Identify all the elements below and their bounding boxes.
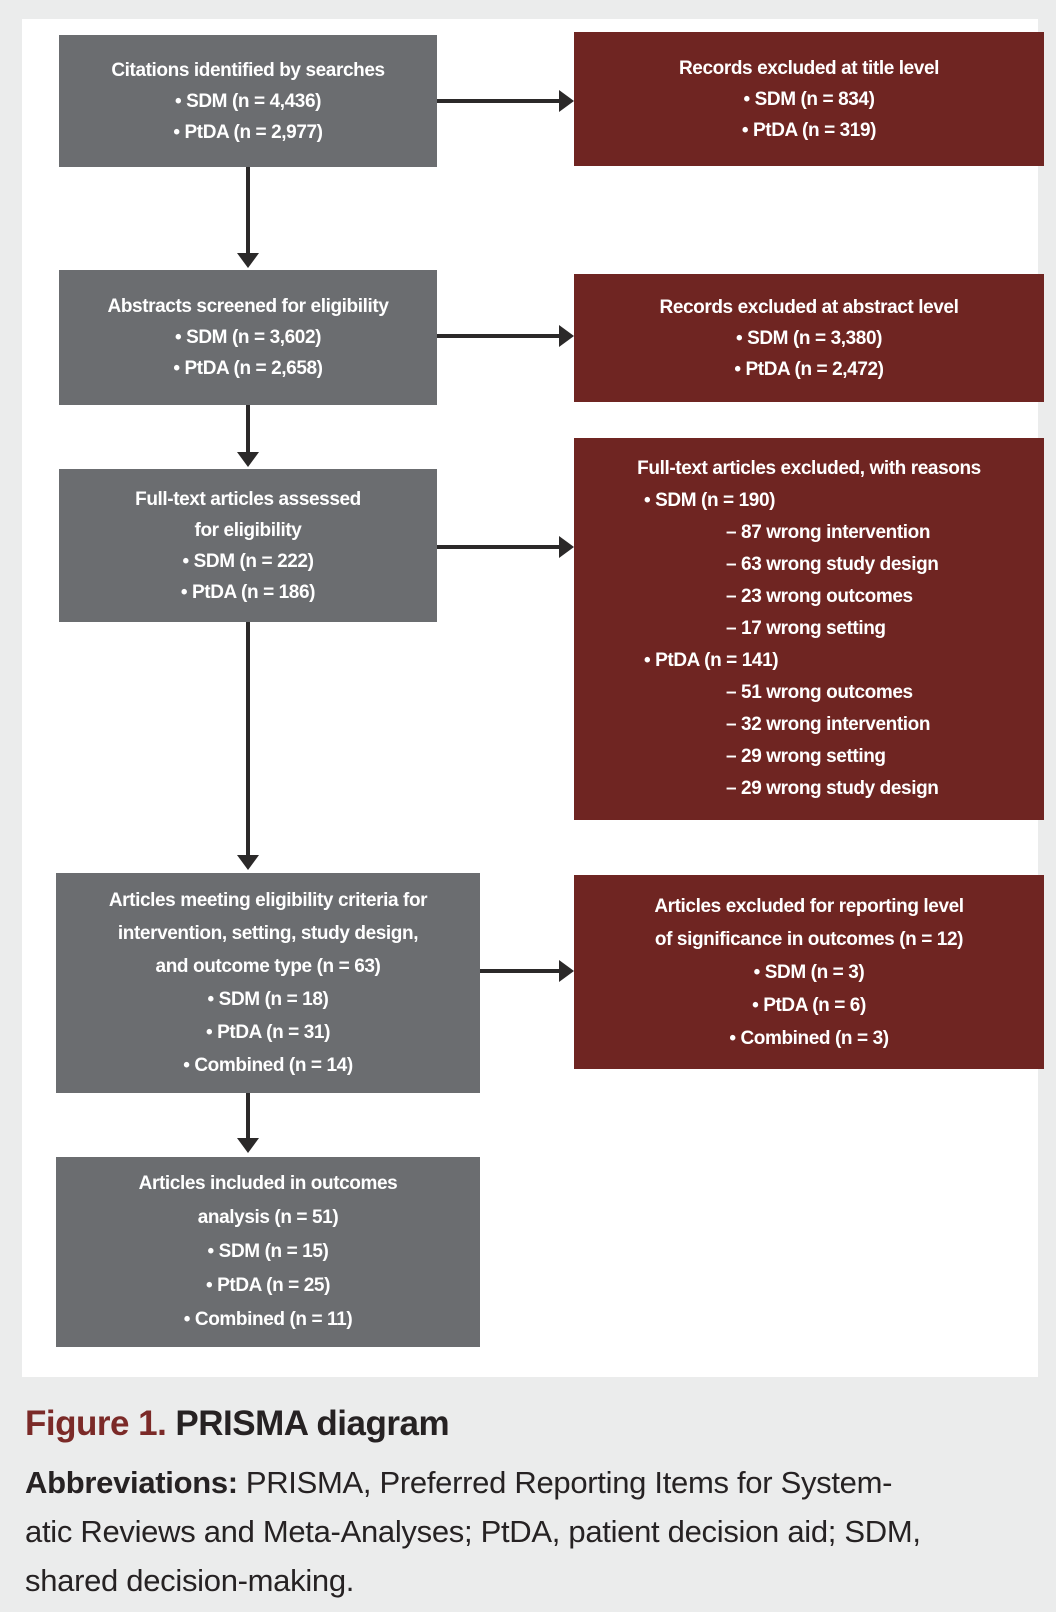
figure-panel — [22, 19, 1038, 1377]
box-bullet: • SDM (n = 15) — [207, 1241, 329, 1262]
box-title: Articles included in outcomes — [138, 1173, 398, 1194]
arrow-right-1 — [437, 99, 559, 103]
arrow-right-4-head — [559, 960, 574, 982]
box-bullet: • SDM (n = 3,380) — [735, 327, 883, 349]
box-bullet: • PtDA (n = 2,977) — [173, 121, 323, 143]
box-title: and outcome type (n = 63) — [155, 956, 381, 977]
box-title: Abstracts screened for eligibility — [107, 296, 389, 317]
arrow-down-3 — [246, 622, 250, 855]
box-bullet: • Combined (n = 14) — [183, 1055, 353, 1076]
box-bullet: • PtDA (n = 141) — [644, 650, 779, 671]
box-bullet: • Combined (n = 3) — [729, 1027, 889, 1049]
box-title: Citations identified by searches — [111, 59, 385, 81]
arrow-right-3 — [437, 545, 559, 549]
box-bullet: • SDM (n = 3,602) — [174, 327, 322, 348]
arrow-right-3-head — [559, 536, 574, 558]
arrow-down-4-head — [237, 1138, 259, 1153]
box-title: Full-text articles excluded, with reasons — [637, 458, 981, 479]
box-bullet: • PtDA (n = 2,658) — [173, 358, 323, 379]
box-bullet: • PtDA (n = 31) — [206, 1022, 330, 1043]
arrow-right-2 — [437, 334, 559, 338]
arrow-down-4 — [246, 1093, 250, 1138]
exclusion-box-abstract-level — [574, 274, 1044, 402]
box-reason: – 63 wrong study design — [726, 554, 939, 575]
box-bullet: • PtDA (n = 186) — [180, 581, 316, 603]
abbreviations-line-1 — [25, 1458, 921, 1507]
arrow-down-2-head — [237, 452, 259, 467]
abbreviations-label: Abbreviations: — [25, 1465, 238, 1500]
process-box-citations-identified — [59, 35, 437, 167]
arrow-down-1-head — [237, 253, 259, 268]
process-box-fulltext-assessed — [59, 469, 437, 622]
exclusion-box-significance-reporting — [574, 875, 1044, 1069]
abbreviations-text-1: PRISMA, Preferred Reporting Items for System- — [245, 1465, 893, 1500]
box-bullet: • SDM (n = 18) — [207, 989, 329, 1010]
box-bullet: • SDM (n = 834) — [743, 88, 875, 110]
box-bullet: • SDM (n = 222) — [182, 550, 314, 572]
process-box-articles-included — [56, 1157, 480, 1347]
arrow-down-2 — [246, 405, 250, 452]
arrow-down-1 — [246, 167, 250, 253]
box-title: Records excluded at abstract level — [659, 296, 959, 318]
abbreviations-line-3: shared decision-making. — [25, 1563, 355, 1598]
box-bullet: • SDM (n = 190) — [644, 490, 776, 511]
box-bullet: • PtDA (n = 2,472) — [734, 358, 884, 380]
box-reason: – 32 wrong intervention — [726, 714, 931, 735]
box-reason: – 87 wrong intervention — [726, 522, 931, 543]
box-reason: – 29 wrong study design — [726, 778, 939, 799]
arrow-down-3-head — [237, 855, 259, 870]
figure-title: PRISMA diagram — [175, 1404, 450, 1443]
box-bullet: • PtDA (n = 6) — [752, 994, 866, 1016]
box-reason: – 17 wrong setting — [726, 618, 886, 639]
figure-caption — [25, 1404, 449, 1444]
arrow-right-4 — [480, 969, 559, 973]
abbreviations-note — [25, 1458, 921, 1605]
box-bullet: • SDM (n = 3) — [753, 961, 865, 983]
process-box-abstracts-screened — [59, 270, 437, 405]
box-title: analysis (n = 51) — [197, 1207, 339, 1228]
box-title: Full-text articles assessed — [135, 488, 361, 510]
box-bullet: • PtDA (n = 25) — [206, 1275, 330, 1296]
box-reason: – 29 wrong setting — [726, 746, 886, 767]
box-title: intervention, setting, study design, — [117, 923, 419, 944]
figure-label: Figure 1. — [25, 1404, 167, 1443]
box-reason: – 23 wrong outcomes — [726, 586, 913, 607]
process-box-articles-meeting-criteria — [56, 873, 480, 1093]
box-title: of significance in outcomes (n = 12) — [654, 928, 964, 950]
abbreviations-line-2: atic Reviews and Meta-Analyses; PtDA, patient decision aid; SDM, — [25, 1514, 921, 1549]
exclusion-box-fulltext-reasons — [574, 438, 1044, 820]
exclusion-box-title-level — [574, 32, 1044, 166]
box-title: Articles excluded for reporting level — [654, 895, 964, 917]
box-bullet: • PtDA (n = 319) — [741, 119, 877, 141]
arrow-right-1-head — [559, 90, 574, 112]
arrow-right-2-head — [559, 325, 574, 347]
box-bullet: • Combined (n = 11) — [183, 1309, 353, 1330]
box-title: for eligibility — [194, 519, 302, 541]
box-reason: – 51 wrong outcomes — [726, 682, 913, 703]
box-title: Articles meeting eligibility criteria for — [108, 890, 428, 911]
box-bullet: • SDM (n = 4,436) — [174, 90, 322, 112]
box-title: Records excluded at title level — [678, 57, 940, 79]
